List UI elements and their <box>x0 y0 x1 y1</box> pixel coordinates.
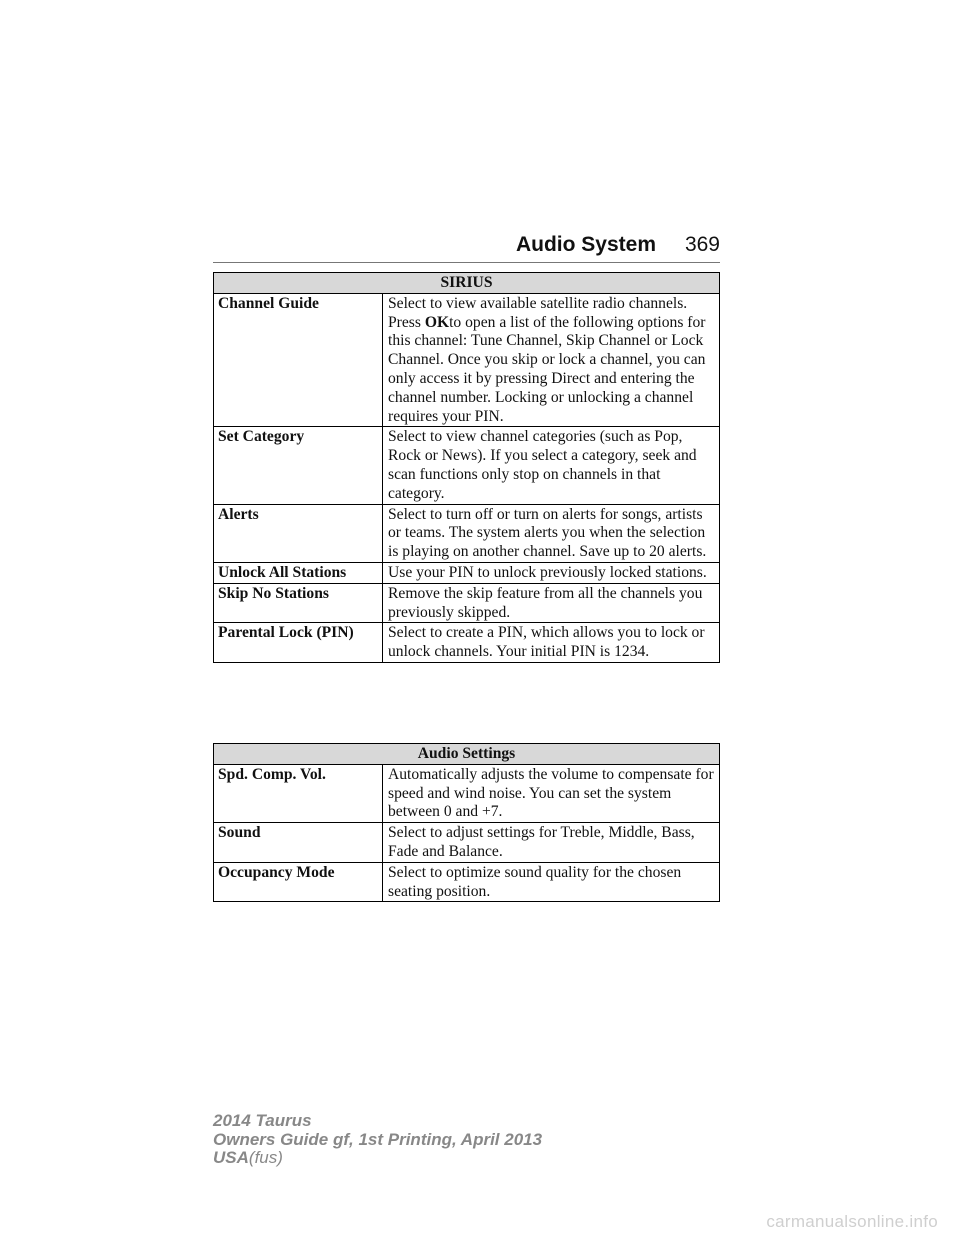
table-row <box>214 293 720 427</box>
row-label: Unlock All Stations <box>214 562 383 583</box>
table-header-row <box>214 744 720 765</box>
row-description: Select to optimize sound quality for the chosen seating position. <box>383 862 720 902</box>
footer-country: USA <box>213 1148 249 1167</box>
row-label: Channel Guide <box>214 293 383 427</box>
footer-region <box>213 1149 542 1168</box>
sirius-table-title: SIRIUS <box>214 273 720 294</box>
row-label: Spd. Comp. Vol. <box>214 764 383 822</box>
footer-code: (fus) <box>248 1148 283 1167</box>
row-label: Sound <box>214 823 383 863</box>
page-number: 369 <box>684 233 720 256</box>
footer-printing: Owners Guide gf, 1st Printing, April 2013 <box>213 1129 543 1149</box>
row-description: Select to view channel categories (such as Pop, Rock or News). If you select a category, seek and scan functions only stop on channels in that category. <box>383 427 720 504</box>
table-row <box>214 623 720 663</box>
table-row <box>214 504 720 562</box>
row-label: Alerts <box>214 504 383 562</box>
table-row <box>214 583 720 623</box>
table-row <box>214 823 720 863</box>
description-text: to open a list of the following options for this channel: Tune Channel, Skip Channel or Lock Channel. Once you skip or lock a channel, you can only access it by pressing Direct and entering the channel number. Locking or unlocking a channel requires your PIN. <box>388 313 706 425</box>
row-description: Use your PIN to unlock previously locked stations. <box>383 562 720 583</box>
row-label: Occupancy Mode <box>214 862 383 902</box>
row-description: Remove the skip feature from all the channels you previously skipped. <box>383 583 720 623</box>
table-row <box>214 427 720 504</box>
ok-key-label: OK <box>424 313 450 331</box>
row-description: Select to turn off or turn on alerts for songs, artists or teams. The system alerts you when the selection is playing on another channel. Save up to 20 alerts. <box>383 504 720 562</box>
audio-settings-table <box>213 743 720 902</box>
table-row <box>214 764 720 822</box>
document-footer <box>213 1112 542 1168</box>
audio-settings-table-title: Audio Settings <box>214 744 720 765</box>
sirius-table <box>213 272 720 663</box>
row-description <box>383 293 720 427</box>
watermark: carmanualsonline.info <box>766 1212 938 1231</box>
description-text: Select to view available satellite radio channels. Press <box>388 294 688 331</box>
table-row <box>214 862 720 902</box>
row-description: Automatically adjusts the volume to compensate for speed and wind noise. You can set the system between 0 and +7. <box>383 764 720 822</box>
row-label: Set Category <box>214 427 383 504</box>
row-label: Skip No Stations <box>214 583 383 623</box>
page-header <box>213 230 720 263</box>
table-row <box>214 562 720 583</box>
row-description: Select to adjust settings for Treble, Middle, Bass, Fade and Balance. <box>383 823 720 863</box>
section-title: Audio System <box>515 233 656 256</box>
table-header-row <box>214 273 720 294</box>
footer-model: 2014 Taurus <box>213 1111 312 1130</box>
row-description: Select to create a PIN, which allows you to lock or unlock channels. Your initial PIN is 1234. <box>383 623 720 663</box>
row-label: Parental Lock (PIN) <box>214 623 383 663</box>
